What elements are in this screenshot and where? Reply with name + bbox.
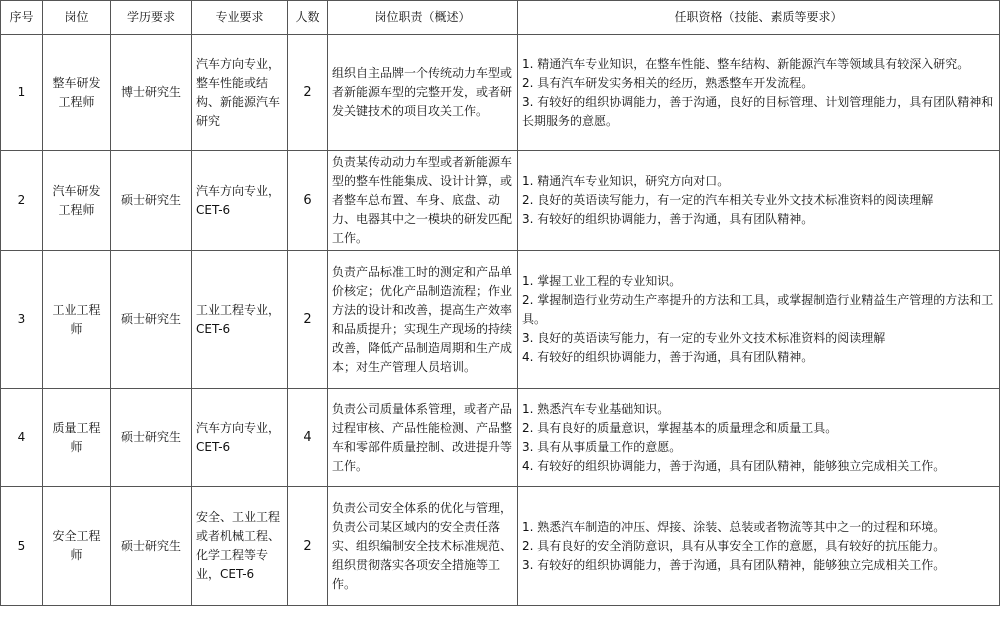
header-education: 学历要求 <box>111 1 192 35</box>
qualification-line: 4. 有较好的组织协调能力，善于沟通，具有团队精神。 <box>522 350 814 364</box>
qualifications-cell <box>518 487 1000 606</box>
major-cell: 汽车方向专业，整车性能或结构、新能源汽车研究 <box>192 35 288 151</box>
qualification-line: 2. 具有汽车研发实务相关的经历，熟悉整车开发流程。 <box>522 75 814 90</box>
table-row <box>1 389 1000 487</box>
education-cell: 硕士研究生 <box>111 251 192 389</box>
major-cell: 安全、工业工程或者机械工程、化学工程等专业，CET-6 <box>192 487 288 606</box>
qualifications-cell <box>518 35 1000 151</box>
position-cell: 质量工程师 <box>43 389 111 487</box>
seq-cell: 4 <box>1 389 43 487</box>
duties-cell: 负责产品标准工时的测定和产品单价核定；优化产品制造流程；作业方法的设计和改善，提高生产效率和品质提升；实现生产现场的持续改善，降低产品制造周期和生产成本；对生产管理人员培训。 <box>328 251 518 389</box>
duties-cell: 负责公司安全体系的优化与管理，负责公司某区域内的安全责任落实、组织编制安全技术标准规范、组织贯彻落实各项安全措施等工作。 <box>328 487 518 606</box>
education-cell: 硕士研究生 <box>111 487 192 606</box>
qualification-line: 2. 良好的英语读写能力，有一定的汽车相关专业外文技术标准资料的阅读理解 <box>522 193 934 207</box>
position-cell: 整车研发工程师 <box>43 35 111 151</box>
qualification-line: 3. 有较好的组织协调能力，善于沟通，具有团队精神，能够独立完成相关工作。 <box>522 557 946 572</box>
education-cell: 硕士研究生 <box>111 151 192 251</box>
qualification-line: 3. 具有从事质量工作的意愿。 <box>522 439 682 454</box>
qualification-line: 3. 有较好的组织协调能力，善于沟通，具有团队精神。 <box>522 212 814 226</box>
education-cell: 博士研究生 <box>111 35 192 151</box>
position-cell: 安全工程师 <box>43 487 111 606</box>
header-qualifications: 任职资格（技能、素质等要求） <box>518 1 1000 35</box>
seq-cell: 1 <box>1 35 43 151</box>
header-major: 专业要求 <box>192 1 288 35</box>
qualification-line: 2. 掌握制造行业劳动生产率提升的方法和工具，或掌握制造行业精益生产管理的方法和工具。 <box>522 293 994 326</box>
qualification-line: 1. 熟悉汽车制造的冲压、焊接、涂装、总装或者物流等其中之一的过程和环境。 <box>522 519 946 534</box>
table-row <box>1 487 1000 606</box>
position-cell: 工业工程师 <box>43 251 111 389</box>
count-cell: 6 <box>288 151 328 251</box>
qualification-line: 1. 精通汽车专业知识，研究方向对口。 <box>522 174 730 188</box>
seq-cell: 5 <box>1 487 43 606</box>
count-cell: 2 <box>288 35 328 151</box>
count-cell: 2 <box>288 251 328 389</box>
education-cell: 硕士研究生 <box>111 389 192 487</box>
duties-cell: 负责某传动动力车型或者新能源车型的整车性能集成、设计计算，或者整车总布置、车身、底盘、动力、电器其中之一模块的研发匹配工作。 <box>328 151 518 251</box>
header-duties: 岗位职责（概述） <box>328 1 518 35</box>
major-cell: 汽车方向专业，CET-6 <box>192 389 288 487</box>
qualifications-cell <box>518 389 1000 487</box>
header-row <box>1 1 1000 35</box>
table-row <box>1 151 1000 251</box>
qualification-line: 4. 有较好的组织协调能力，善于沟通，具有团队精神，能够独立完成相关工作。 <box>522 458 946 473</box>
table-row <box>1 35 1000 151</box>
seq-cell: 3 <box>1 251 43 389</box>
qualification-line: 1. 精通汽车专业知识，在整车性能、整车结构、新能源汽车等领域具有较深入研究。 <box>522 56 970 71</box>
position-cell: 汽车研发工程师 <box>43 151 111 251</box>
qualification-line: 1. 掌握工业工程的专业知识。 <box>522 274 682 288</box>
header-seq: 序号 <box>1 1 43 35</box>
duties-cell: 负责公司质量体系管理，或者产品过程审核、产品性能检测、产品整车和零部件质量控制、改进提升等工作。 <box>328 389 518 487</box>
seq-cell: 2 <box>1 151 43 251</box>
count-cell: 4 <box>288 389 328 487</box>
qualification-line: 2. 具有良好的质量意识，掌握基本的质量理念和质量工具。 <box>522 420 838 435</box>
qualifications-cell <box>518 151 1000 251</box>
qualifications-cell <box>518 251 1000 389</box>
table-row <box>1 251 1000 389</box>
major-cell: 汽车方向专业，CET-6 <box>192 151 288 251</box>
duties-cell: 组织自主品牌一个传统动力车型或者新能源车型的完整开发，或者研发关键技术的项目攻关工作。 <box>328 35 518 151</box>
count-cell: 2 <box>288 487 328 606</box>
qualification-line: 3. 良好的英语读写能力，有一定的专业外文技术标准资料的阅读理解 <box>522 331 886 345</box>
header-count: 人数 <box>288 1 328 35</box>
qualification-line: 3. 有较好的组织协调能力，善于沟通，良好的目标管理、计划管理能力，具有团队精神和长期服务的意愿。 <box>522 94 994 128</box>
header-position: 岗位 <box>43 1 111 35</box>
qualification-line: 1. 熟悉汽车专业基础知识。 <box>522 401 670 416</box>
major-cell: 工业工程专业，CET-6 <box>192 251 288 389</box>
qualification-line: 2. 具有良好的安全消防意识，具有从事安全工作的意愿，具有较好的抗压能力。 <box>522 538 946 553</box>
